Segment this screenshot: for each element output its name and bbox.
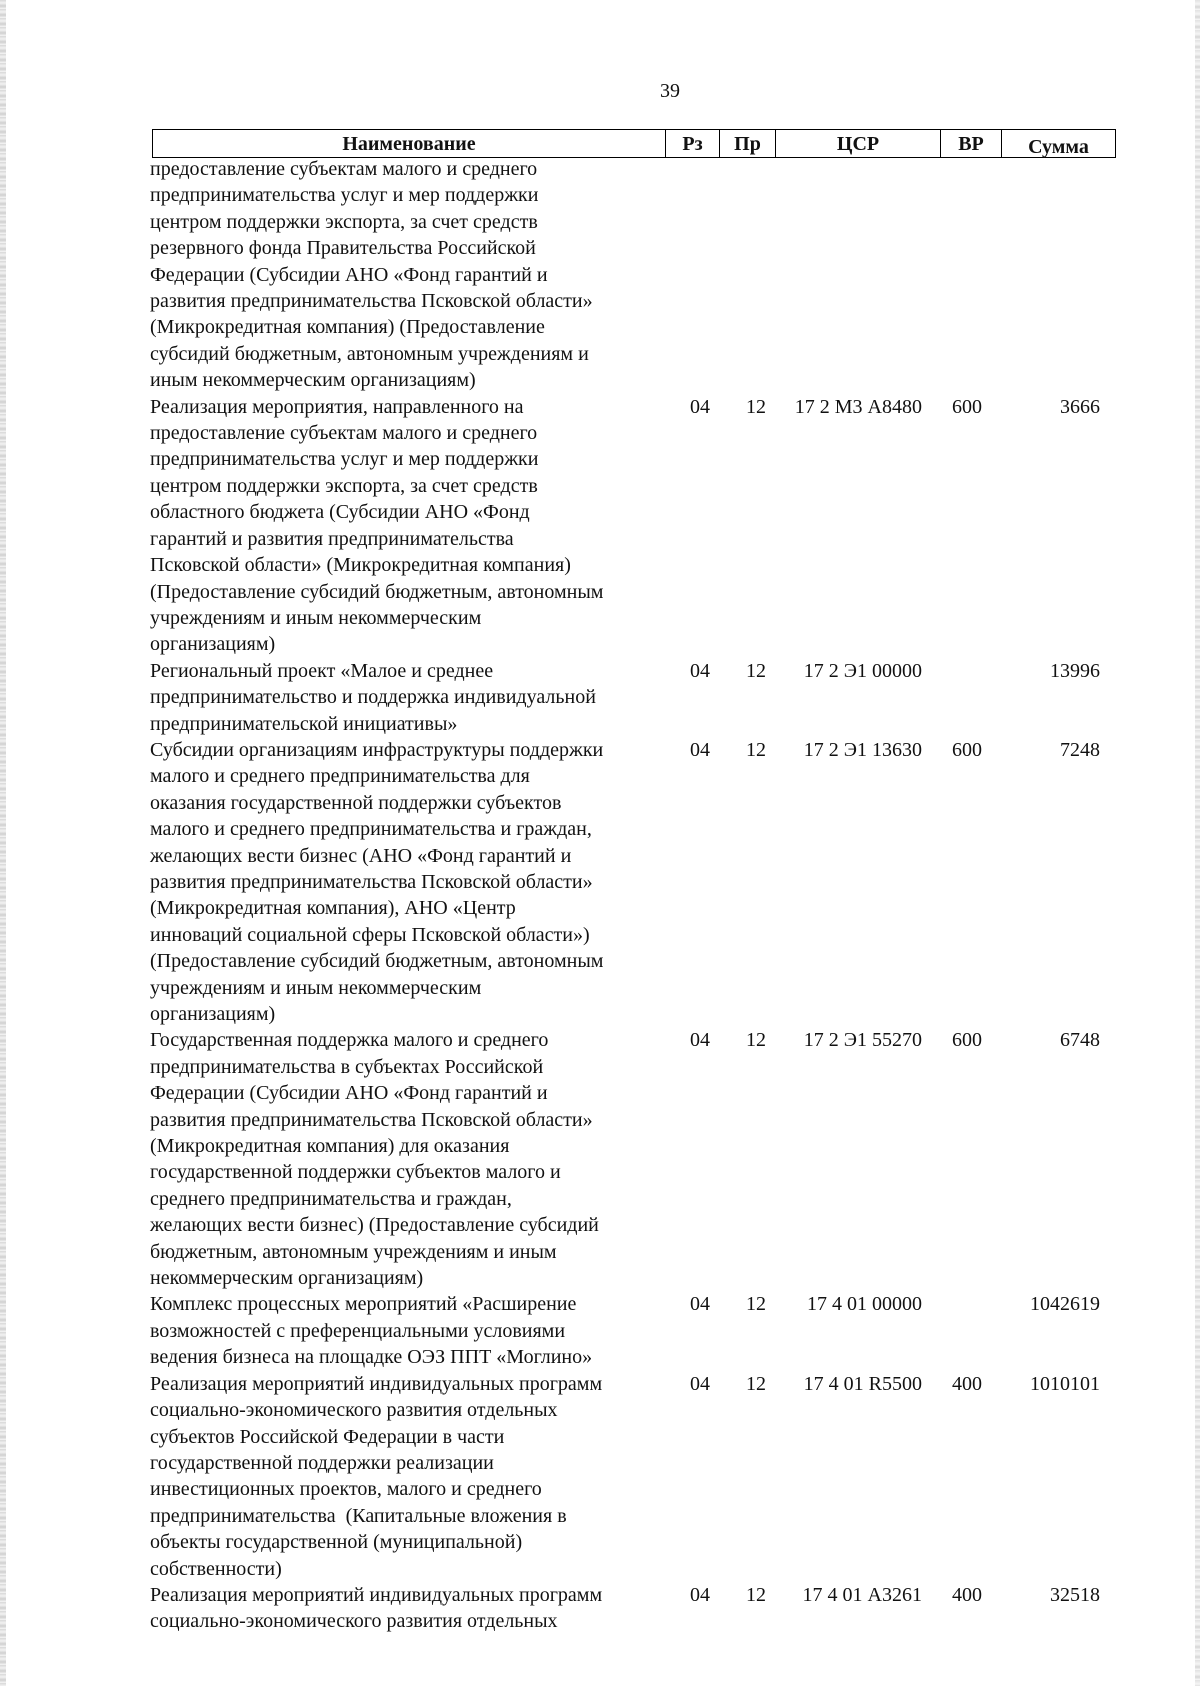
row-name: [150, 1582, 662, 1635]
row-name-line: учреждениям и иным некоммерческим: [150, 606, 482, 629]
row-name-line: (Микрокредитная компания) для оказания: [150, 1135, 510, 1158]
table-row: [150, 658, 1120, 737]
row-name-line: областного бюджета (Субсидии АНО «Фонд: [150, 501, 530, 524]
row-name-line: социально-экономического развития отдельных: [150, 1399, 558, 1422]
row-vr: 600: [952, 738, 982, 761]
row-name-line: некоммерческим организациям): [150, 1267, 424, 1290]
row-vr: 600: [952, 1029, 982, 1052]
row-name-line: инноваций социальной сферы Псковской области»): [150, 923, 590, 946]
row-rz: 04: [690, 1029, 710, 1052]
page-number: 39: [660, 80, 680, 102]
row-name-line: развития предпринимательства Псковской области»: [150, 290, 593, 313]
row-csr: 17 4 01 А3261: [802, 1583, 922, 1606]
table-row: [150, 1027, 1120, 1291]
row-name-line: инвестиционных проектов, малого и среднего: [150, 1478, 542, 1501]
row-rz: 04: [690, 659, 710, 682]
row-name-line: возможностей с преференциальными условиями: [150, 1319, 566, 1342]
row-name: [150, 394, 662, 658]
row-name-line: Федерации (Субсидии АНО «Фонд гарантий и: [150, 263, 548, 286]
row-name-line: предпринимательства услуг и мер поддержки: [150, 448, 539, 471]
row-vr: 400: [952, 1372, 982, 1395]
row-name-line: резервного фонда Правительства Российской: [150, 237, 536, 260]
row-name-line: учреждениям и иным некоммерческим: [150, 976, 482, 999]
header-vr: ВР: [941, 130, 1002, 157]
row-vr: 400: [952, 1583, 982, 1606]
scan-edge-right: [1195, 0, 1200, 1686]
row-name-line: (Предоставление субсидий бюджетным, автономным: [150, 580, 604, 603]
row-rz: 04: [690, 395, 710, 418]
row-name-line: бюджетным, автономным учреждениям и иным: [150, 1240, 557, 1263]
row-sum: 13996: [1050, 659, 1100, 682]
row-pr: 12: [746, 659, 766, 682]
row-name-line: предоставление субъектам малого и среднего: [150, 422, 538, 445]
row-pr: [710, 156, 770, 394]
row-rz: 04: [690, 1372, 710, 1395]
row-name-line: (Микрокредитная компания), АНО «Центр: [150, 897, 516, 920]
row-name-line: Федерации (Субсидии АНО «Фонд гарантий и: [150, 1082, 548, 1105]
row-pr: 12: [746, 738, 766, 761]
row-sum: 7248: [1060, 738, 1100, 761]
table-row: [150, 1371, 1120, 1582]
row-sum: 32518: [1050, 1583, 1100, 1606]
row-name: [150, 658, 662, 737]
header-csr: ЦСР: [776, 130, 941, 157]
row-name: [150, 1027, 662, 1291]
row-name-line: предпринимательство и поддержка индивидуальной: [150, 686, 596, 709]
row-pr: 12: [746, 1293, 766, 1316]
row-name-line: гарантий и развития предпринимательства: [150, 527, 514, 550]
row-sum: 3666: [1060, 395, 1100, 418]
row-name: [150, 737, 662, 1027]
row-name: [150, 1291, 662, 1370]
row-name-line: желающих вести бизнес (АНО «Фонд гарантий и: [150, 844, 572, 867]
row-name-line: Региональный проект «Малое и среднее: [150, 659, 494, 682]
table-row: [150, 156, 1120, 394]
row-csr: 17 4 01 R5500: [803, 1372, 922, 1395]
row-name-line: субсидий бюджетным, автономным учреждениям и: [150, 342, 589, 365]
row-vr: [928, 1291, 990, 1370]
row-name-line: субъектов Российской Федерации в части: [150, 1425, 505, 1448]
row-name-line: Реализация мероприятий индивидуальных программ: [150, 1583, 603, 1606]
row-name-line: предпринимательства услуг и мер поддержки: [150, 184, 539, 207]
row-vr: [928, 658, 990, 737]
row-csr: 17 2 Э1 13630: [803, 738, 922, 761]
row-csr: 17 2 М3 А8480: [794, 395, 922, 418]
row-name-line: организациям): [150, 1003, 276, 1025]
row-name-line: собственности): [150, 1557, 282, 1580]
row-csr: 17 2 Э1 55270: [803, 1029, 922, 1052]
row-name-line: государственной поддержки субъектов малого и: [150, 1161, 561, 1184]
row-name-line: развития предпринимательства Псковской области»: [150, 1108, 593, 1131]
row-pr: 12: [746, 1583, 766, 1606]
table-row: [150, 1291, 1120, 1370]
row-name-line: развития предпринимательства Псковской области»: [150, 870, 593, 893]
row-vr: 600: [952, 395, 982, 418]
row-rz: 04: [690, 1293, 710, 1316]
row-name: [150, 1371, 662, 1582]
table-row: [150, 1582, 1120, 1635]
row-name-line: Комплекс процессных мероприятий «Расширение: [150, 1293, 577, 1316]
row-name-line: Государственная поддержка малого и среднего: [150, 1029, 549, 1052]
row-name-line: центром поддержки экспорта, за счет средств: [150, 474, 538, 497]
header-pr: Пр: [720, 130, 776, 157]
row-pr: 12: [746, 395, 766, 418]
row-name-line: среднего предпринимательства и граждан,: [150, 1187, 512, 1210]
row-pr: 12: [746, 1372, 766, 1395]
row-name-line: предпринимательской инициативы»: [150, 712, 458, 735]
row-pr: 12: [746, 1029, 766, 1052]
row-name-line: Реализация мероприятий индивидуальных программ: [150, 1372, 603, 1395]
row-csr: [770, 156, 928, 394]
table-row: [150, 394, 1120, 658]
row-vr: [928, 156, 990, 394]
row-name: [150, 156, 662, 394]
scan-edge-left: [0, 0, 6, 1686]
row-name-line: предоставление субъектам малого и среднего: [150, 158, 538, 180]
row-name-line: иным некоммерческим организациям): [150, 369, 476, 392]
row-csr: 17 4 01 00000: [807, 1293, 922, 1316]
row-name-line: малого и среднего предпринимательства и граждан,: [150, 818, 592, 841]
row-name-line: объекты государственной (муниципальной): [150, 1531, 523, 1554]
row-name-line: Субсидии организациям инфраструктуры поддержки: [150, 738, 604, 761]
row-name-line: социально-экономического развития отдельных: [150, 1610, 558, 1633]
row-name-line: центром поддержки экспорта, за счет средств: [150, 210, 538, 233]
row-name-line: Псковской области» (Микрокредитная компания): [150, 554, 571, 577]
row-rz: 04: [690, 1583, 710, 1606]
table-header: [152, 129, 1116, 158]
row-name-line: государственной поддержки реализации: [150, 1451, 494, 1474]
table-row: [150, 737, 1120, 1027]
row-sum: [990, 156, 1100, 394]
row-rz: [662, 156, 710, 394]
row-name-line: организациям): [150, 633, 276, 656]
row-name-line: оказания государственной поддержки субъектов: [150, 791, 562, 814]
row-name-line: (Предоставление субсидий бюджетным, автономным: [150, 950, 604, 973]
row-name-line: предпринимательства (Капитальные вложения в: [150, 1504, 567, 1527]
row-csr: 17 2 Э1 00000: [803, 659, 922, 682]
row-rz: 04: [690, 738, 710, 761]
row-name-line: (Микрокредитная компания) (Предоставление: [150, 316, 545, 339]
header-name: Наименование: [153, 130, 666, 157]
row-name-line: ведения бизнеса на площадке ОЭЗ ППТ «Моглино»: [150, 1346, 593, 1369]
header-sum: Сумма: [1028, 136, 1089, 158]
header-rz: Рз: [666, 130, 720, 157]
row-sum: 6748: [1060, 1029, 1100, 1052]
row-name-line: малого и среднего предпринимательства для: [150, 765, 530, 788]
row-sum: 1042619: [1030, 1293, 1100, 1316]
row-name-line: Реализация мероприятия, направленного на: [150, 395, 524, 418]
row-name-line: желающих вести бизнес) (Предоставление субсидий: [150, 1214, 599, 1237]
row-sum: 1010101: [1030, 1372, 1100, 1395]
table-body: [150, 156, 1120, 1635]
row-name-line: предпринимательства в субъектах Российской: [150, 1055, 544, 1078]
